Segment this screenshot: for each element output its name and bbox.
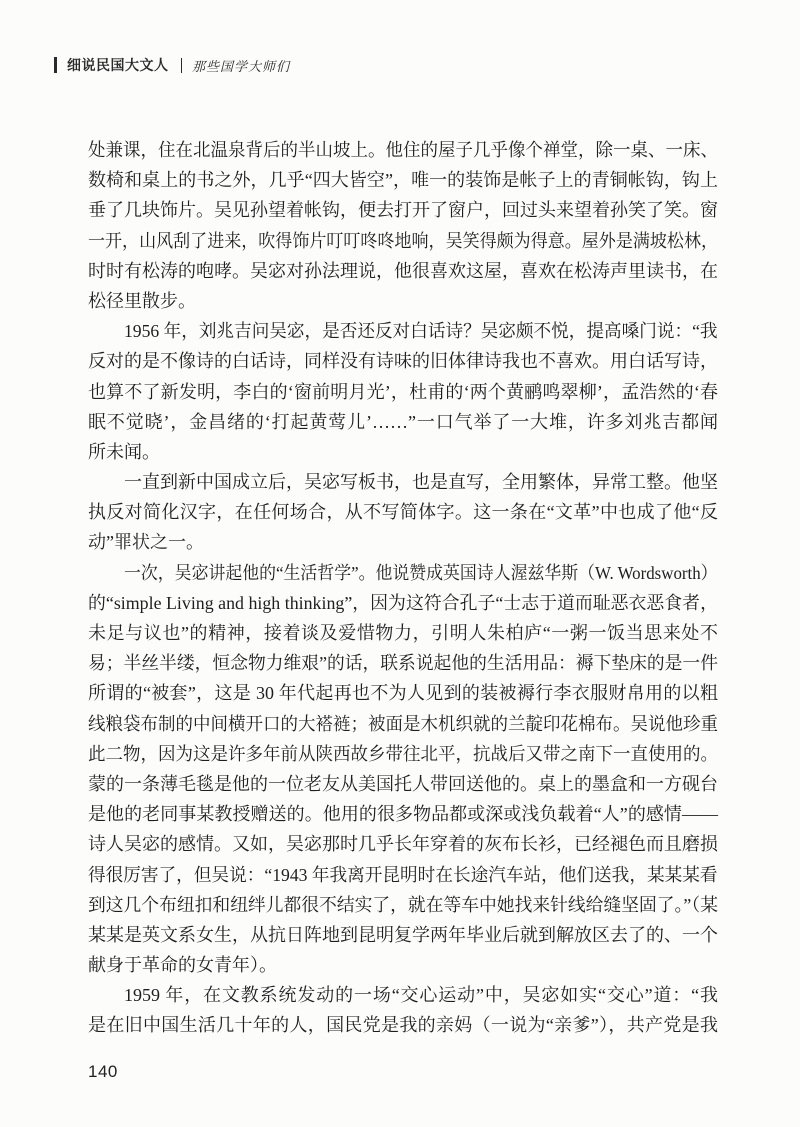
text-line: 一次，吴宓讲起他的“生活哲学”。他说赞成英国诗人渥兹华斯（W. Wordsworth） <box>124 562 718 583</box>
text-line: 时时有松涛的咆哮。吴宓对孙法理说，他很喜欢这屋，喜欢在松涛声里读书，在 <box>88 260 718 281</box>
text-line: 也算不了新发明，李白的‘窗前明月光’，杜甫的‘两个黄鹂鸣翠柳’，孟浩然的‘春 <box>88 381 718 402</box>
text-line: 某某是英文系女生，从抗日阵地到昆明复学两年毕业后就到解放区去了的、一个 <box>88 924 718 945</box>
text-line: 线粮袋布制的中间横开口的大褡裢；被面是木机织就的兰靛印花棉布。吴说他珍重 <box>88 713 718 734</box>
text-line: 所谓的“被套”，这是 30 年代起再也不为人见到的装被褥行李衣服财帛用的以粗 <box>88 683 718 704</box>
text-line: 此二物，因为这是许多年前从陕西故乡带往北平，抗战后又带之南下一直使用的。 <box>88 743 718 764</box>
text-line: 得很厉害了，但吴说：“1943 年我离开昆明时在长途汽车站，他们送我，某某某看 <box>88 864 718 885</box>
page-number: 140 <box>88 1062 118 1081</box>
text-line: 一直到新中国成立后，吴宓写板书，也是直写，全用繁体，异常工整。他坚 <box>124 472 718 493</box>
book-title: 细说民国大文人 <box>67 57 169 73</box>
text-line: 是在旧中国生活几十年的人，国民党是我的亲妈（一说为“亲爹”），共产党是我 <box>88 1015 718 1036</box>
running-head <box>54 55 290 75</box>
paragraph <box>88 316 718 467</box>
text-line: 未足与议也”的精神，接着谈及爱惜物力，引明人朱柏庐“一粥一饭当思来处不 <box>88 623 718 643</box>
text-line: 诗人吴宓的感情。又如，吴宓那时几乎长年穿着的灰布长衫，已经褪色而且磨损 <box>88 834 718 855</box>
header-divider <box>181 58 183 73</box>
text-line: 垂了几块饰片。吴见孙望着帐钩，便去打开了窗户，回过头来望着孙笑了笑。窗 <box>88 200 718 221</box>
body-text <box>88 135 718 1041</box>
text-line: 蒙的一条薄毛毯是他的一位老友从美国托人带回送他的。桌上的墨盒和一方砚台 <box>88 773 718 794</box>
text-line: 所未闻。 <box>88 441 160 462</box>
paragraph <box>88 467 718 558</box>
text-line: 1959 年，在文教系统发动的一场“交心运动”中，吴宓如实“交心”道：“我 <box>124 985 718 1006</box>
text-line: 到这几个布纽扣和纽绊儿都很不结实了，就在等车中她找来针线给缝坚固了。”（某 <box>88 894 718 915</box>
text-line: 易；半丝半缕，恒念物力维艰”的话，联系说起他的生活用品：褥下垫床的是一件 <box>88 653 718 674</box>
paragraph <box>88 558 718 981</box>
header-divider <box>54 57 57 73</box>
section-title: 那些国学大师们 <box>192 59 291 75</box>
paragraph <box>88 980 718 1040</box>
text-line: 1956 年，刘兆吉问吴宓，是否还反对白话诗？吴宓颇不悦，提高嗓门说：“我 <box>124 321 718 342</box>
text-line: 处兼课，住在北温泉背后的半山坡上。他住的屋子几乎像个禅堂，除一桌、一床、 <box>88 140 718 160</box>
text-line: 眠不觉晓’，金昌绪的‘打起黄莺儿’……”一口气举了一大堆，许多刘兆吉都闻 <box>88 411 718 432</box>
text-line: 反对的是不像诗的白话诗，同样没有诗味的旧体律诗我也不喜欢。用白话写诗， <box>88 351 718 372</box>
text-line: 松径里散步。 <box>88 290 196 311</box>
text-line: 的“simple Living and high thinking”，因为这符合孔子“士志于道而耻恶衣恶食者， <box>88 592 718 613</box>
text-line: 动”罪状之一。 <box>88 532 204 553</box>
text-line: 执反对简化汉字，在任何场合，从不写简体字。这一条在“文革”中也成了他“反 <box>88 502 718 523</box>
text-line: 数椅和桌上的书之外，几乎“四大皆空”，唯一的装饰是帐子上的青铜帐钩，钩上 <box>88 170 718 191</box>
text-line: 献身于革命的女青年）。 <box>88 955 277 976</box>
paragraph <box>88 135 718 316</box>
text-line: 是他的老同事某教授赠送的。他用的很多物品都或深或浅负载着“人”的感情—— <box>88 804 718 825</box>
text-line: 一开，山风刮了进来，吹得饰片叮叮咚咚地响，吴笑得颇为得意。屋外是满坡松林， <box>88 230 718 251</box>
